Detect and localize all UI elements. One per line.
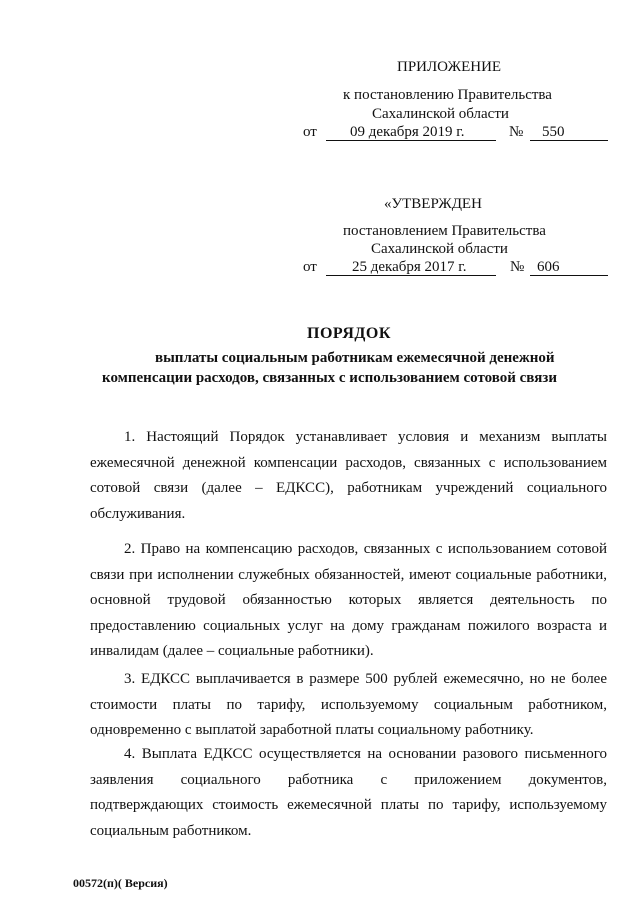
approved-line-2: Сахалинской области	[371, 241, 508, 257]
appendix-number-label: №	[509, 124, 524, 140]
approved-date: 25 декабря 2017 г.	[352, 259, 467, 275]
appendix-number: 550	[542, 124, 565, 140]
appendix-line-2: Сахалинской области	[372, 106, 509, 122]
footer-document-code: 00572(п)( Версия)	[73, 876, 168, 890]
document-subtitle-line-2: компенсации расходов, связанных с использованием сотовой связи	[102, 370, 557, 386]
approved-number-underline	[530, 275, 608, 276]
approved-heading: «УТВЕРЖДЕН	[384, 196, 482, 212]
document-subtitle-line-1: выплаты социальным работникам ежемесячной денежной	[155, 350, 555, 366]
approved-date-underline	[326, 275, 496, 276]
approved-number-label: №	[510, 259, 525, 275]
paragraph-4: 4. Выплата ЕДКСС осуществляется на основании разового письменного заявления социального работника с приложением документов, подтверждающих стоимость ежемесячной платы по тарифу, используемому социальным работником.	[90, 746, 607, 839]
paragraph-3: 3. ЕДКСС выплачивается в размере 500 рублей ежемесячно, но не более стоимости платы по тарифу, используемому социальным работником, одновременно с выплатой заработной платы социальному работнику.	[90, 671, 607, 739]
paragraph-1: 1. Настоящий Порядок устанавливает условия и механизм выплаты ежемесячной денежной компенсации расходов, связанных с использованием сотовой связи (далее – ЕДКСС), работникам учреждений социального обслуживания.	[90, 429, 607, 522]
paragraph-2: 2. Право на компенсацию расходов, связанных с использованием сотовой связи при исполнении служебных обязанностей, имеют социальные работники, основной трудовой обязанностью которых является деятельность по предоставлению социальных услуг на дому гражданам пожилого возраста и инвалидам (далее – социальные работники).	[90, 541, 607, 660]
appendix-date: 09 декабря 2019 г.	[350, 124, 465, 140]
appendix-number-underline	[530, 140, 608, 141]
appendix-from-label: от	[303, 124, 317, 140]
appendix-heading: ПРИЛОЖЕНИЕ	[397, 59, 502, 75]
appendix-date-underline	[326, 140, 496, 141]
document-title: ПОРЯДОК	[307, 325, 391, 342]
approved-from-label: от	[303, 259, 317, 275]
appendix-line-1: к постановлению Правительства	[343, 87, 552, 103]
approved-number: 606	[537, 259, 560, 275]
approved-line-1: постановлением Правительства	[343, 223, 546, 239]
